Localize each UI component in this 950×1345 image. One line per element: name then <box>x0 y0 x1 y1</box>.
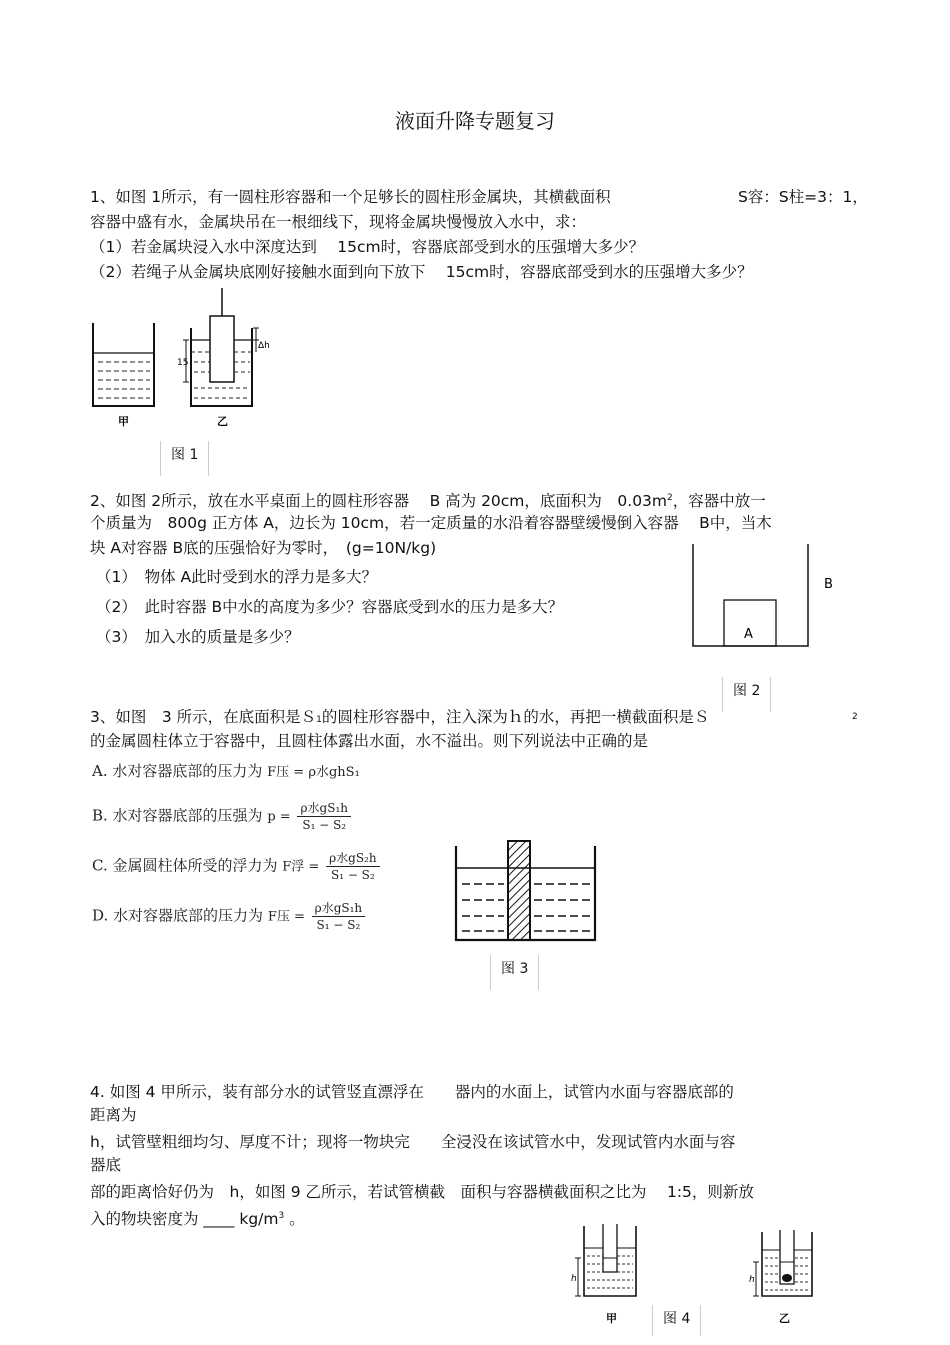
q3-option-a-text: A. 水对容器底部的压力为 <box>92 762 263 780</box>
q3-s2-subscript: 2 <box>852 712 858 722</box>
fig1-delta-label: Δh <box>258 341 270 351</box>
fig1-container-jia <box>93 323 154 406</box>
fig1-label-yi: 乙 <box>217 415 228 428</box>
figure-3 <box>452 838 602 944</box>
q3-line-1-text: 3、如图 3 所示，在底面积是Ｓ <box>90 708 317 726</box>
q1-line-1 <box>90 186 611 208</box>
q3-option-b-numerator: ρ水gS₁h <box>297 800 351 817</box>
fig4-h-label-jia: h <box>571 1274 577 1284</box>
fig4-container-yi <box>753 1230 812 1296</box>
q4-line-6 <box>90 1205 305 1230</box>
q4-line-2: 距离为 <box>90 1106 137 1124</box>
q4-line-4: 器底 <box>90 1156 122 1174</box>
fig2-label-b: B <box>824 577 833 592</box>
q3-option-c-fraction <box>326 850 380 883</box>
q2-sub-3: （3） 加入水的质量是多少？ <box>96 628 300 646</box>
fig4-label-yi: 乙 <box>779 1312 790 1325</box>
q4-line-6-tail: 。 <box>284 1210 305 1229</box>
fig4-h-label-yi: h <box>749 1275 755 1285</box>
q3-option-d-denominator: S₁ − S₂ <box>316 918 361 932</box>
fig2-label-a: A <box>744 627 753 642</box>
figure-1-caption: 图 1 <box>160 441 209 476</box>
figure-4-caption: 图 4 <box>652 1305 701 1336</box>
figure-3-caption: 图 3 <box>490 955 539 990</box>
q3-option-d-numerator: ρ水gS₁h <box>312 900 366 917</box>
q3-option-c <box>92 850 380 883</box>
q4-line-3: h，试管壁粗细均匀、厚度不计；现将一物块完 全浸没在该试管水中，发现试管内水面与容 <box>90 1133 736 1151</box>
figure-1 <box>88 288 278 433</box>
q2-sub-2: （2） 此时容器 B中水的高度为多少？容器底受到水的压力是多大？ <box>96 598 564 616</box>
q3-option-b-denominator: S₁ − S₂ <box>302 818 347 832</box>
q1-line-1-text: 1、如图 1所示，有一圆柱形容器和一个足够长的圆柱形金属块，其横截面积 <box>90 188 611 206</box>
fig3-metal-cylinder <box>508 841 530 940</box>
q3-line-2: 的金属圆柱体立于容器中，且圆柱体露出水面，水不溢出。则下列说法中正确的是 <box>90 732 649 750</box>
q1-sub-1: （1）若金属块浸入水中深度达到 15cm时，容器底部受到水的压强增大多少？ <box>90 238 645 256</box>
figure-2-caption: 图 2 <box>722 677 771 712</box>
q3-option-d-text: D. 水对容器底部的压力为 <box>92 906 264 925</box>
q4-line-1: 4. 如图 4 甲所示，装有部分水的试管竖直漂浮在 器内的水面上，试管内水面与容器底部的 <box>90 1083 734 1101</box>
q3-option-c-lhs: F浮 = <box>282 859 320 875</box>
fig4-block <box>782 1274 792 1282</box>
q2-line-2: 个质量为 800g 正方体 A，边长为 10cm，若一定质量的水沿着容器壁缓慢倒入容器 B中，当木 <box>90 514 772 532</box>
q3-option-a <box>92 760 360 781</box>
q3-s1-subscript: 1 <box>316 715 322 725</box>
q3-option-c-text: C. 金属圆柱体所受的浮力为 <box>92 856 278 875</box>
q3-option-d-fraction <box>312 900 366 933</box>
q4-line-6-text: 入的物块密度为 ____ kg/m <box>90 1210 279 1229</box>
q3-option-c-numerator: ρ水gS₂h <box>326 850 380 867</box>
fig1-container-yi <box>183 288 259 406</box>
q2-line-3: 块 A对容器 B底的压强恰好为零时， (g=10N/kg) <box>90 539 437 557</box>
q2-line-1-tail: ，容器中放一 <box>672 492 766 511</box>
q3-line-1 <box>90 706 709 731</box>
q3-line-1-mid: 的圆柱形容器中，注入深为ｈ的水，再把一横截面积是Ｓ <box>321 708 710 726</box>
q4-density-unit-exponent: 3 <box>278 1211 285 1221</box>
page-title: 液面升降专题复习 <box>395 109 555 133</box>
q3-option-b-fraction <box>297 800 351 833</box>
q3-option-c-denominator: S₁ − S₂ <box>330 868 375 882</box>
q3-option-b <box>92 800 351 833</box>
q3-option-b-lhs: p = <box>267 809 291 825</box>
q2-sub-1: （1） 物体 A此时受到水的浮力是多大？ <box>96 568 378 586</box>
q3-option-d-lhs: F压 = <box>267 909 305 925</box>
q2-line-1-text: 2、如图 2所示，放在水平桌面上的圆柱形容器 B 高为 20cm，底面积为 0.03m <box>90 492 668 511</box>
q1-ratio: S容：S柱=3：1， <box>738 188 868 206</box>
figure-2 <box>688 540 848 652</box>
q1-line-2: 容器中盛有水，金属块吊在一根细线下，现将金属块慢慢放入水中，求： <box>90 213 587 231</box>
fig1-label-jia: 甲 <box>118 415 129 428</box>
q3-option-b-text: B. 水对容器底部的压强为 <box>92 806 263 825</box>
fig1-depth-label: 15 <box>177 358 189 368</box>
q3-option-d <box>92 900 365 933</box>
q2-line-1 <box>90 487 766 512</box>
fig4-label-jia: 甲 <box>606 1312 617 1325</box>
q4-line-5: 部的距离恰好仍为 h，如图 9 乙所示，若试管横截 面积与容器横截面积之比为 1:5，则新放 <box>90 1183 754 1201</box>
q3-option-a-formula: F压 = ρ水ghS₁ <box>267 765 360 780</box>
q1-sub-2: （2）若绳子从金属块底刚好接触水面到向下放下 15cm时，容器底部受到水的压强增大多少？ <box>90 263 753 281</box>
fig4-container-jia <box>575 1224 636 1296</box>
q2-area-unit-exponent: 2 <box>667 493 673 503</box>
